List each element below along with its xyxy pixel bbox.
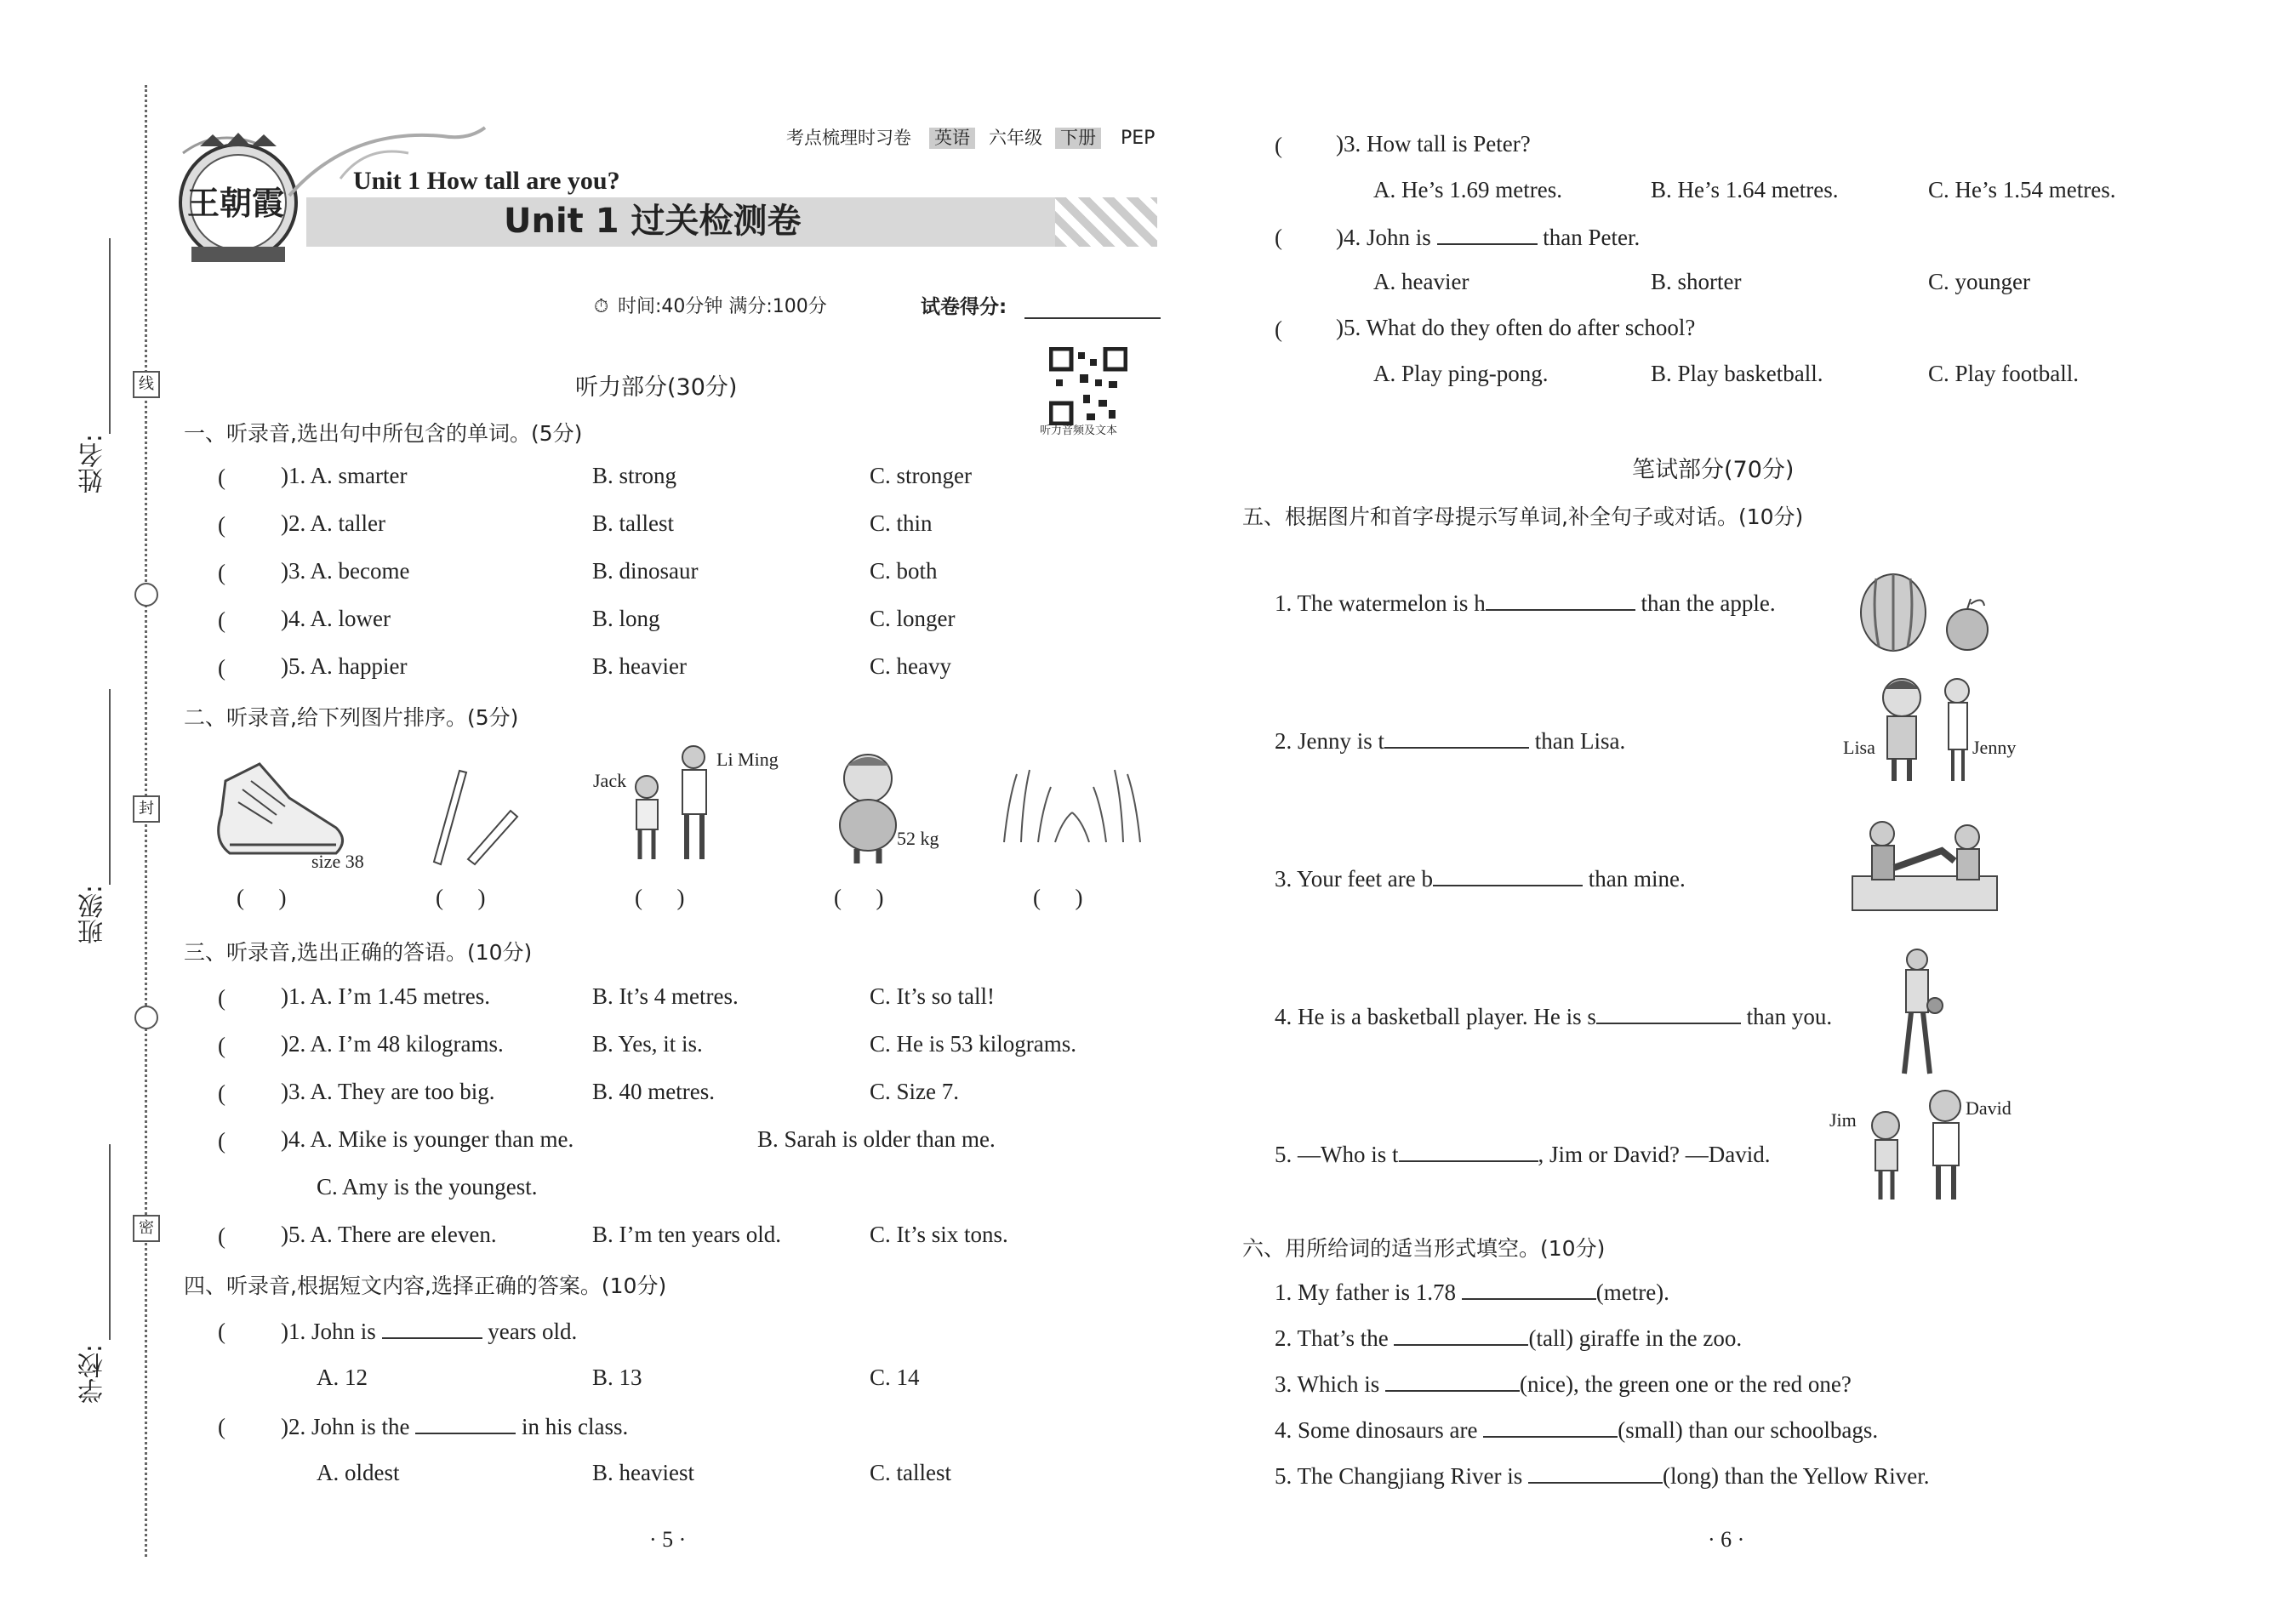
jack-label: Jack: [593, 770, 627, 791]
seal-char-line: 线: [133, 371, 160, 398]
writing-title: 笔试部分(70分): [1632, 457, 1795, 483]
option-b: B. He’s 1.64 metres.: [1651, 177, 1839, 202]
answer-slot[interactable]: (: [218, 464, 260, 490]
name-label: 姓名:: [78, 434, 108, 494]
liming-label: Li Ming: [716, 749, 779, 770]
jenny-label: Jenny: [1972, 737, 2017, 758]
picture-answer-3[interactable]: ( ): [635, 885, 685, 910]
fill-blank[interactable]: [1486, 590, 1635, 611]
option-c: C. It’s six tons.: [870, 1222, 1008, 1247]
question-6-2: 2. That’s the (tall) giraffe in the zoo.: [1275, 1325, 1743, 1351]
seal-char-seal: 封: [133, 795, 160, 823]
option-c: C. Play football.: [1928, 361, 2079, 386]
page-title: Unit 1 过关检测卷: [504, 202, 802, 241]
option-b: B. Sarah is older than me.: [757, 1126, 996, 1152]
jim-label: Jim: [1829, 1109, 1857, 1131]
answer-slot[interactable]: (: [1275, 225, 1317, 250]
brand-name: 王朝霞: [187, 185, 285, 222]
listening-title: 听力部分(30分): [575, 374, 738, 401]
option-c: C. 14: [870, 1365, 920, 1390]
fill-blank[interactable]: [1433, 866, 1583, 886]
page-number-left: · 5 ·: [649, 1527, 687, 1552]
chubby-boy-picture: [830, 749, 906, 868]
answer-slot[interactable]: (: [218, 560, 260, 585]
question-5-1: 1. The watermelon is h than the apple.: [1275, 590, 1776, 616]
score-label: 试卷得分:: [921, 296, 1007, 318]
shoe-size-label: size 38: [311, 851, 364, 872]
fill-blank[interactable]: [1384, 728, 1529, 749]
question-6-5: 5. The Changjiang River is (long) than the Yellow River.: [1275, 1463, 1930, 1489]
option-c: C. He is 53 kilograms.: [870, 1031, 1076, 1057]
option-c: C. It’s so tall!: [870, 983, 995, 1009]
pencils-picture: [417, 764, 528, 866]
answer-slot[interactable]: (: [218, 607, 260, 633]
option-b: B. 13: [592, 1365, 642, 1390]
option-c: C. stronger: [870, 463, 972, 488]
page-number-right: · 6 ·: [1708, 1527, 1745, 1552]
feet-picture: [1848, 817, 2001, 919]
option-b: B. heaviest: [592, 1460, 694, 1485]
option-c: C. Size 7.: [870, 1079, 959, 1104]
school-label: 学校:: [78, 1344, 108, 1405]
banner-checker: [1055, 197, 1157, 247]
watermelon-apple-picture: [1855, 561, 2000, 655]
question-4-2: )2. John is the in his class.: [281, 1414, 629, 1439]
question-4-1: )1. John is years old.: [281, 1319, 578, 1344]
volume-badge: 下册: [1055, 128, 1101, 149]
class-line: [109, 689, 111, 885]
question-5-5: 5. —Who is t , Jim or David? —David.: [1275, 1142, 1771, 1167]
weight-label: 52 kg: [897, 828, 939, 849]
fill-blank[interactable]: [1483, 1417, 1618, 1438]
question-4-4: )4. John is than Peter.: [1336, 225, 1641, 250]
david-label: David: [1966, 1097, 2012, 1119]
option-a: )3. A. become: [281, 558, 410, 584]
option-b: B. long: [592, 606, 660, 631]
answer-slot[interactable]: (: [1275, 133, 1317, 158]
answer-slot[interactable]: (: [218, 655, 260, 681]
question-5-2: 2. Jenny is t than Lisa.: [1275, 728, 1626, 754]
option-a: )4. A. lower: [281, 606, 391, 631]
fill-blank[interactable]: [1437, 225, 1538, 245]
fill-blank[interactable]: [1399, 1142, 1538, 1162]
option-a: )5. A. happier: [281, 653, 408, 679]
fill-blank[interactable]: [1385, 1371, 1520, 1392]
fill-blank[interactable]: [1462, 1279, 1596, 1300]
question-5-4: 4. He is a basketball player. He is s than you.: [1275, 1004, 1833, 1029]
option-c: C. thin: [870, 510, 933, 536]
hands-picture: [996, 766, 1149, 851]
option-a: )3. A. They are too big.: [281, 1079, 495, 1104]
answer-slot[interactable]: (: [218, 512, 260, 538]
edition-label: PEP: [1121, 128, 1156, 149]
picture-answer-1[interactable]: ( ): [237, 885, 287, 910]
time-icon: ⏱: [594, 296, 609, 317]
picture-answer-4[interactable]: ( ): [834, 885, 884, 910]
option-c: C. heavy: [870, 653, 951, 679]
qr-caption: 听力音频及文本: [1040, 425, 1118, 437]
option-b: B. dinosaur: [592, 558, 699, 584]
picture-answer-5[interactable]: ( ): [1033, 885, 1083, 910]
option-b: B. Yes, it is.: [592, 1031, 703, 1057]
option-a: A. heavier: [1373, 269, 1469, 294]
jim-david-picture: [1860, 1087, 1979, 1206]
option-a: )4. A. Mike is younger than me.: [281, 1126, 574, 1152]
question-6-3: 3. Which is (nice), the green one or the red one?: [1275, 1371, 1852, 1397]
seal-char-secret: 密: [133, 1215, 160, 1242]
question-5-3: 3. Your feet are b than mine.: [1275, 866, 1686, 892]
answer-slot[interactable]: (: [218, 1080, 260, 1106]
option-a: A. Play ping-pong.: [1373, 361, 1549, 386]
option-a: A. 12: [317, 1365, 368, 1390]
grade-label: 六年级: [989, 128, 1042, 148]
sneaker-picture: [208, 755, 353, 866]
class-label: 班级:: [78, 885, 108, 945]
qr-code[interactable]: [1049, 347, 1127, 425]
fill-blank[interactable]: [1528, 1463, 1663, 1484]
option-b: B. shorter: [1651, 269, 1742, 294]
fill-blank[interactable]: [382, 1319, 482, 1339]
answer-slot[interactable]: (: [218, 1414, 260, 1439]
section-3-title: 三、听录音,选出正确的答语。(10分): [184, 940, 533, 965]
option-a: )1. A. I’m 1.45 metres.: [281, 983, 490, 1009]
question-6-4: 4. Some dinosaurs are (small) than our schoolbags.: [1275, 1417, 1879, 1443]
option-c: C. younger: [1928, 269, 2030, 294]
question-4-5: )5. What do they often do after school?: [1336, 315, 1696, 340]
option-b: B. heavier: [592, 653, 687, 679]
option-c: C. tallest: [870, 1460, 951, 1485]
section-4-title: 四、听录音,根据短文内容,选择正确的答案。(10分): [184, 1274, 667, 1298]
section-5-title: 五、根据图片和首字母提示写单词,补全句子或对话。(10分): [1242, 504, 1804, 529]
option-b: B. 40 metres.: [592, 1079, 715, 1104]
answer-slot[interactable]: (: [218, 1319, 260, 1344]
fill-blank[interactable]: [1596, 1004, 1741, 1024]
option-a: )2. A. taller: [281, 510, 385, 536]
binding-circle: [134, 583, 158, 607]
fill-blank[interactable]: [1394, 1325, 1528, 1346]
option-c: C. both: [870, 558, 938, 584]
subject-badge: 英语: [929, 128, 975, 149]
picture-answer-2[interactable]: ( ): [436, 885, 486, 910]
answer-slot[interactable]: (: [218, 1033, 260, 1058]
school-line: [109, 1144, 111, 1340]
answer-slot[interactable]: (: [218, 1223, 260, 1249]
score-field[interactable]: [1024, 317, 1161, 319]
option-a: )5. A. There are eleven.: [281, 1222, 497, 1247]
option-a: A. oldest: [317, 1460, 400, 1485]
option-c: C. longer: [870, 606, 956, 631]
section-6-title: 六、用所给词的适当形式填空。(10分): [1242, 1236, 1606, 1261]
lisa-label: Lisa: [1843, 737, 1875, 758]
name-line: [109, 238, 111, 434]
basketball-player-picture: [1887, 946, 1947, 1082]
fill-blank[interactable]: [415, 1414, 516, 1434]
section-2-title: 二、听录音,给下列图片排序。(5分): [184, 705, 519, 730]
question-4-3: )3. How tall is Peter?: [1336, 131, 1531, 157]
option-a: )1. A. smarter: [281, 463, 408, 488]
unit-subtitle: Unit 1 How tall are you?: [353, 167, 620, 195]
question-6-1: 1. My father is 1.78 (metre).: [1275, 1279, 1669, 1305]
option-b: B. tallest: [592, 510, 674, 536]
series-name: 考点梳理时习卷: [786, 128, 911, 148]
option-b: B. I’m ten years old.: [592, 1222, 781, 1247]
answer-slot[interactable]: (: [218, 1128, 260, 1154]
section-1-title: 一、听录音,选出句中所包含的单词。(5分): [184, 421, 583, 446]
option-a: )2. A. I’m 48 kilograms.: [281, 1031, 504, 1057]
answer-slot[interactable]: (: [218, 985, 260, 1011]
option-c: C. Amy is the youngest.: [317, 1174, 538, 1199]
binding-circle: [134, 1006, 158, 1029]
lisa-jenny-picture: [1863, 672, 1991, 791]
option-a: A. He’s 1.69 metres.: [1373, 177, 1562, 202]
option-b: B. strong: [592, 463, 677, 488]
option-c: C. He’s 1.54 metres.: [1928, 177, 2116, 202]
option-b: B. Play basketball.: [1651, 361, 1823, 386]
exam-meta: 时间:40分钟 满分:100分: [618, 296, 827, 317]
answer-slot[interactable]: (: [1275, 316, 1317, 342]
option-b: B. It’s 4 metres.: [592, 983, 739, 1009]
